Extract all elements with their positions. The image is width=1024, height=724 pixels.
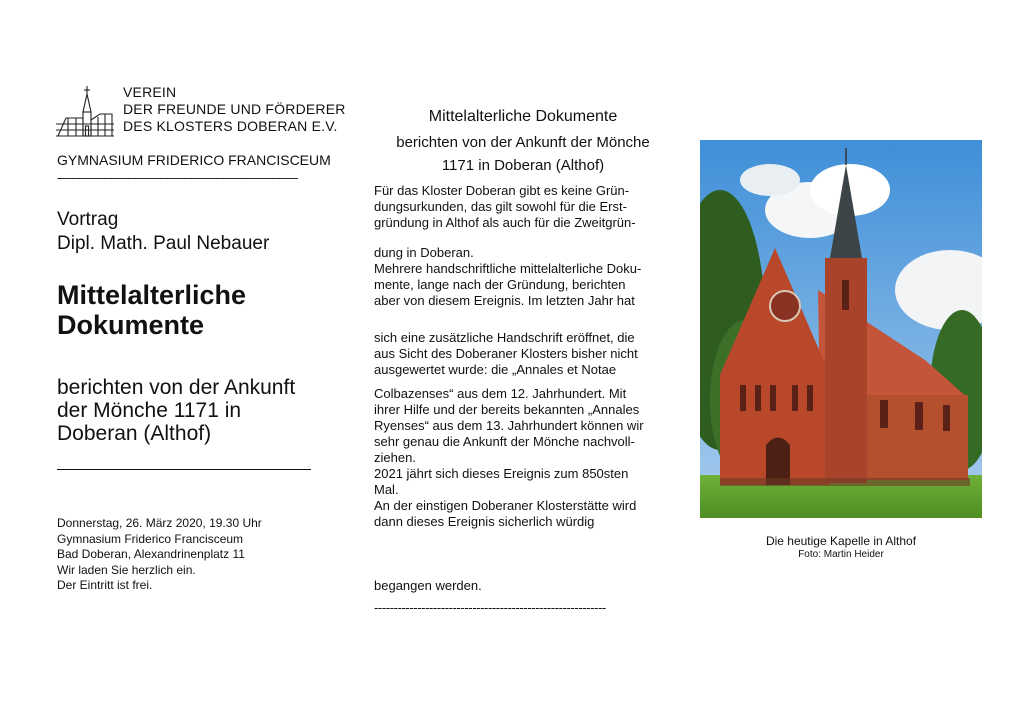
article-paragraph (374, 330, 674, 378)
text-line: dung in Doberan. (374, 245, 474, 260)
association-line: VEREIN (123, 84, 177, 100)
dashed-divider: ----------------------------------------------------------- (374, 600, 606, 615)
text-line: Mal. (374, 482, 399, 497)
text-line: sich eine zusätzliche Handschrift eröffnet, die (374, 330, 635, 345)
event-line: Bad Doberan, Alexandrinenplatz 11 (57, 547, 245, 561)
lecture-label: Vortrag (57, 209, 119, 230)
article-subheading: berichten von der Ankunft der Mönche (396, 134, 650, 151)
photo-credit: Foto: Martin Heider (798, 549, 884, 560)
article-paragraph (374, 386, 674, 530)
article-paragraph (374, 245, 674, 309)
subtitle-line: Doberan (Althof) (57, 422, 212, 445)
text-line: sehr genau die Ankunft der Mönche nachvoll- (374, 434, 635, 449)
chapel-photo (700, 140, 982, 518)
event-line: Donnerstag, 26. März 2020, 19.30 Uhr (57, 516, 262, 530)
text-line: 2021 jährt sich dieses Ereignis zum 850sten (374, 466, 629, 481)
subtitle-line: der Mönche 1171 in (57, 399, 242, 422)
title-line: Mittelalterliche (57, 280, 247, 310)
lecture-title (57, 280, 357, 340)
article-paragraph (374, 183, 674, 231)
article-heading: Mittelalterliche Dokumente (428, 108, 618, 125)
association-name (123, 84, 346, 135)
text-line: ihrer Hilfe und der bereits bekannten „Annales (374, 402, 640, 417)
text-line: Ryenses“ aus dem 13. Jahrhundert können wir (374, 418, 644, 433)
text-line: mente, lange nach der Gründung, berichten (374, 277, 626, 292)
article-closing: begangen werden. (374, 578, 482, 593)
school-name: GYMNASIUM FRIDERICO FRANCISCEUM (57, 152, 331, 168)
text-line: Für das Kloster Doberan gibt es keine Grün- (374, 183, 630, 198)
title-line: Dokumente (57, 310, 205, 340)
event-line: Der Eintritt ist frei. (57, 578, 153, 592)
text-line: aus Sicht des Doberaner Klosters bisher nicht (374, 346, 638, 361)
article-subheading: 1171 in Doberan (Althof) (441, 157, 605, 174)
subtitle-line: berichten von der Ankunft (57, 376, 296, 399)
photo-caption: Die heutige Kapelle in Althof (765, 534, 917, 548)
association-line: DER FREUNDE UND FÖRDERER (123, 101, 346, 117)
text-line: dann dieses Ereignis sicherlich würdig (374, 514, 595, 529)
text-line: ziehen. (374, 450, 416, 465)
event-line: Wir laden Sie herzlich ein. (57, 562, 196, 577)
dashed-divider: -–––––––––––––––––––––––––––––––––––––– (57, 170, 298, 185)
event-line: Gymnasium Friderico Francisceum (57, 531, 244, 546)
text-line: aber von diesem Ereignis. Im letzten Jahr hat (374, 293, 635, 308)
lecture-subtitle (57, 376, 357, 445)
text-line: gründung in Althof als auch für die Zweitgrün- (374, 215, 636, 230)
text-line: dungsurkunden, das gilt sowohl für die Erst- (374, 199, 627, 214)
speaker-name: Dipl. Math. Paul Nebauer (57, 233, 270, 254)
text-line: Colbazenses“ aus dem 12. Jahrhundert. Mit (374, 386, 627, 401)
event-details (57, 516, 262, 594)
church-logo-icon (56, 84, 114, 142)
horizontal-rule (57, 469, 311, 470)
association-line: DES KLOSTERS DOBERAN E.V. (123, 118, 338, 134)
text-line: An der einstigen Doberaner Klosterstätte wird (374, 498, 637, 513)
text-line: Mehrere handschriftliche mittelalterliche Doku- (374, 261, 642, 276)
text-line: ausgewertet wurde: die „Annales et Notae (374, 362, 617, 377)
